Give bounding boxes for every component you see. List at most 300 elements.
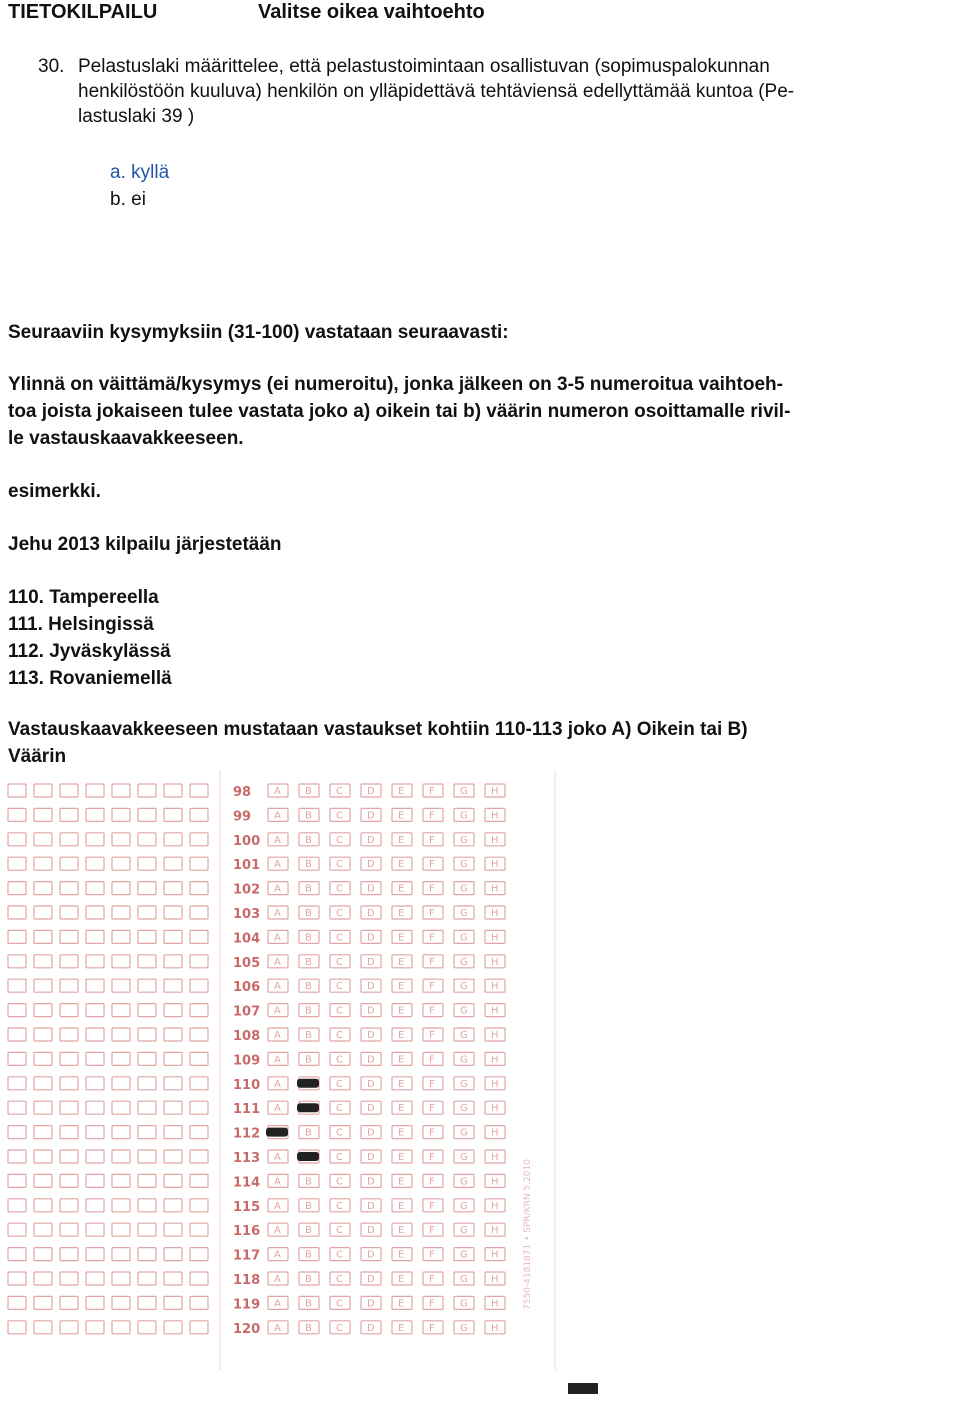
left-answer-box bbox=[34, 930, 52, 943]
answer-box-letter: G bbox=[460, 1127, 468, 1139]
left-answer-box bbox=[86, 857, 104, 870]
answer-box-letter: A bbox=[274, 1225, 281, 1237]
answer-box-letter: B bbox=[305, 859, 312, 871]
filled-answer-mark bbox=[297, 1103, 319, 1112]
left-answer-box bbox=[190, 1248, 208, 1261]
answer-box-letter: B bbox=[305, 981, 312, 993]
sheet-side-code bbox=[523, 1159, 533, 1310]
left-answer-box bbox=[112, 1077, 130, 1090]
left-answer-box bbox=[164, 1272, 182, 1285]
answer-box-letter: H bbox=[491, 786, 499, 797]
answer-box-letter: D bbox=[367, 786, 375, 797]
header-left: TIETOKILPAILU bbox=[8, 1, 158, 23]
answer-box-letter: G bbox=[460, 859, 468, 871]
left-answer-box bbox=[138, 882, 156, 895]
answer-box-letter: A bbox=[274, 932, 281, 944]
left-answer-box bbox=[8, 882, 26, 895]
answer-box-letter: F bbox=[429, 859, 435, 871]
header-right: Valitse oikea vaihtoehto bbox=[258, 1, 485, 23]
answer-box-letter: C bbox=[336, 1127, 343, 1139]
answer-box-letter: D bbox=[367, 810, 375, 822]
left-answer-box bbox=[138, 1101, 156, 1114]
left-answer-box bbox=[112, 906, 130, 919]
left-answer-box bbox=[112, 882, 130, 895]
left-answer-box bbox=[60, 1126, 78, 1139]
left-answer-box bbox=[34, 1052, 52, 1065]
answer-box-letter: D bbox=[367, 859, 375, 871]
answer-box-letter: H bbox=[491, 1225, 499, 1237]
left-answer-box bbox=[86, 906, 104, 919]
left-answer-box bbox=[60, 1004, 78, 1017]
answer-box-letter: F bbox=[429, 1127, 435, 1139]
answer-box-letter: G bbox=[460, 810, 468, 822]
answer-box-letter: E bbox=[398, 1005, 405, 1017]
left-answer-box bbox=[112, 1199, 130, 1212]
answer-box-letter: F bbox=[429, 932, 435, 944]
left-answer-box bbox=[60, 1052, 78, 1065]
left-answer-box bbox=[34, 1101, 52, 1114]
answer-box-letter: E bbox=[398, 908, 405, 919]
answer-box-letter: H bbox=[491, 1249, 499, 1261]
left-answer-box bbox=[8, 906, 26, 919]
answer-box-letter: E bbox=[398, 1078, 405, 1090]
answer-box-letter: C bbox=[336, 859, 343, 871]
answer-box-letter: E bbox=[398, 1274, 405, 1285]
answer-box-letter: D bbox=[367, 1249, 375, 1261]
left-answer-box bbox=[190, 1272, 208, 1285]
answer-box-letter: C bbox=[336, 1274, 343, 1285]
answer-box-letter: A bbox=[274, 1005, 281, 1017]
answer-row-number: 103 bbox=[233, 907, 261, 922]
left-answer-box bbox=[8, 833, 26, 846]
left-answer-box bbox=[190, 1052, 208, 1065]
answer-box-letter: C bbox=[336, 932, 343, 944]
left-answer-box bbox=[34, 1028, 52, 1041]
answer-box-letter: F bbox=[429, 834, 435, 846]
answer-box-letter: H bbox=[491, 908, 499, 919]
left-answer-box bbox=[138, 1126, 156, 1139]
answer-box-letter: D bbox=[367, 1078, 375, 1090]
answer-box-letter: D bbox=[367, 1127, 375, 1139]
left-answer-box bbox=[138, 784, 156, 797]
left-answer-box bbox=[86, 1272, 104, 1285]
answer-box-letter: A bbox=[274, 1298, 281, 1310]
left-answer-box bbox=[190, 1199, 208, 1212]
left-answer-box bbox=[112, 1272, 130, 1285]
answer-box-letter: C bbox=[336, 1176, 343, 1188]
left-answer-box bbox=[8, 1004, 26, 1017]
left-answer-box bbox=[60, 1296, 78, 1309]
answer-box-letter: C bbox=[336, 834, 343, 846]
left-answer-box bbox=[86, 1077, 104, 1090]
answer-box-letter: E bbox=[398, 956, 405, 968]
left-answer-box bbox=[34, 1004, 52, 1017]
answer-box-letter: G bbox=[460, 956, 468, 968]
answer-row-number: 109 bbox=[233, 1053, 261, 1069]
left-answer-box bbox=[34, 1223, 52, 1236]
option-a[interactable] bbox=[110, 162, 169, 184]
left-answer-box bbox=[34, 1126, 52, 1139]
answer-row-number: 107 bbox=[233, 1004, 261, 1020]
left-answer-box bbox=[60, 1101, 78, 1114]
left-answer-box bbox=[138, 1174, 156, 1187]
left-answer-box bbox=[164, 882, 182, 895]
answer-box-letter: D bbox=[367, 834, 375, 846]
example-question: Jehu 2013 kilpailu järjestetään bbox=[8, 534, 282, 555]
answer-box-letter: B bbox=[305, 1054, 312, 1066]
left-answer-box bbox=[138, 1272, 156, 1285]
answer-box-letter: B bbox=[305, 1127, 312, 1139]
answer-box-letter: E bbox=[398, 1200, 405, 1212]
answer-box-letter: C bbox=[336, 786, 343, 797]
left-answer-box bbox=[112, 857, 130, 870]
answer-box-letter: E bbox=[398, 932, 405, 944]
answer-box-letter: D bbox=[367, 1225, 375, 1237]
left-answer-box bbox=[34, 808, 52, 821]
left-answer-box bbox=[60, 1321, 78, 1334]
left-answer-box bbox=[8, 1272, 26, 1285]
left-answer-box bbox=[60, 857, 78, 870]
answer-box-letter: C bbox=[336, 1103, 343, 1115]
answer-box-letter: C bbox=[336, 1225, 343, 1237]
left-answer-box bbox=[190, 1004, 208, 1017]
left-answer-box bbox=[164, 857, 182, 870]
left-column-boxes bbox=[8, 784, 208, 1334]
answer-box-letter: C bbox=[336, 956, 343, 968]
left-answer-box bbox=[34, 1296, 52, 1309]
question-line: Pelastuslaki määrittelee, että pelastustoimintaan osallistuvan (sopimuspalokunnan bbox=[78, 56, 770, 77]
left-answer-box bbox=[34, 1077, 52, 1090]
left-answer-box bbox=[112, 1248, 130, 1261]
answer-row-number: 114 bbox=[233, 1175, 261, 1191]
answer-box-letter: G bbox=[460, 1274, 468, 1285]
left-answer-box bbox=[60, 833, 78, 846]
answer-box-letter: E bbox=[398, 981, 405, 993]
answer-box-letter: G bbox=[460, 1200, 468, 1212]
answer-box-letter: F bbox=[429, 1225, 435, 1237]
answer-sheet-svg bbox=[0, 770, 560, 1400]
answer-box-letter: D bbox=[367, 1298, 375, 1310]
answer-box-letter: H bbox=[491, 932, 499, 944]
left-answer-box bbox=[86, 955, 104, 968]
left-answer-box bbox=[34, 1199, 52, 1212]
instructions-line: le vastauskaavakkeeseen. bbox=[8, 428, 244, 449]
answer-box-letter: H bbox=[491, 883, 499, 895]
answer-box-letter: E bbox=[398, 1322, 405, 1334]
left-answer-box bbox=[60, 1248, 78, 1261]
answer-box-letter: E bbox=[398, 1127, 405, 1139]
example-options bbox=[8, 584, 172, 692]
question-number: 30. bbox=[38, 56, 65, 77]
answer-box-letter: H bbox=[491, 1322, 499, 1334]
left-answer-box bbox=[60, 1223, 78, 1236]
answer-box-letter: H bbox=[491, 1152, 499, 1163]
answer-row-number: 104 bbox=[233, 931, 261, 947]
answer-box-letter: G bbox=[460, 834, 468, 846]
answer-box-letter: A bbox=[274, 956, 281, 968]
answer-box-letter: E bbox=[398, 1152, 405, 1163]
answer-box-letter: B bbox=[305, 1005, 312, 1017]
answer-box-letter: B bbox=[305, 1176, 312, 1188]
answer-row-number: 113 bbox=[233, 1151, 261, 1166]
answer-row-number: 106 bbox=[233, 980, 261, 996]
example-label: esimerkki. bbox=[8, 481, 101, 502]
answer-box-letter: A bbox=[274, 1200, 281, 1212]
left-answer-box bbox=[164, 833, 182, 846]
example-option: 113. Rovaniemellä bbox=[8, 668, 172, 689]
left-answer-box bbox=[164, 1052, 182, 1065]
left-answer-box bbox=[138, 1296, 156, 1309]
left-answer-box bbox=[8, 1223, 26, 1236]
answer-box-letter: C bbox=[336, 1005, 343, 1017]
left-answer-box bbox=[34, 979, 52, 992]
left-answer-box bbox=[138, 1052, 156, 1065]
left-answer-box bbox=[164, 955, 182, 968]
answer-box-letter: F bbox=[429, 1152, 435, 1163]
answer-box-letter: G bbox=[460, 1103, 468, 1115]
answer-row-number: 116 bbox=[233, 1224, 261, 1240]
instructions-line: toa joista jokaiseen tulee vastata joko a) oikein tai b) väärin numeron osoittamalle rivil- bbox=[8, 401, 791, 422]
answer-box-letter: A bbox=[274, 1103, 281, 1115]
answer-box-letter: D bbox=[367, 1054, 375, 1066]
left-answer-box bbox=[112, 808, 130, 821]
left-answer-box bbox=[138, 955, 156, 968]
question-line: lastuslaki 39 ) bbox=[78, 106, 195, 127]
answer-box-letter: E bbox=[398, 834, 405, 846]
answer-box-letter: A bbox=[274, 1030, 281, 1041]
left-answer-box bbox=[86, 1223, 104, 1236]
left-answer-box bbox=[86, 882, 104, 895]
final-note bbox=[8, 716, 953, 770]
left-answer-box bbox=[86, 930, 104, 943]
answer-box-letter: G bbox=[460, 1322, 468, 1334]
left-answer-box bbox=[86, 784, 104, 797]
left-answer-box bbox=[112, 1101, 130, 1114]
answer-box-letter: B bbox=[305, 883, 312, 895]
answer-box-letter: G bbox=[460, 1078, 468, 1090]
answer-box-letter: A bbox=[274, 883, 281, 895]
answer-box-letter: C bbox=[336, 1322, 343, 1334]
answer-box-letter: H bbox=[491, 1103, 499, 1115]
left-answer-box bbox=[8, 1077, 26, 1090]
left-answer-box bbox=[60, 784, 78, 797]
answer-box-letter: F bbox=[429, 1176, 435, 1188]
left-answer-box bbox=[112, 930, 130, 943]
left-answer-box bbox=[86, 1248, 104, 1261]
answer-box-letter: C bbox=[336, 1249, 343, 1261]
answer-box-letter: G bbox=[460, 1298, 468, 1310]
instructions-paragraph bbox=[8, 371, 953, 452]
left-answer-box bbox=[112, 955, 130, 968]
left-answer-box bbox=[8, 1321, 26, 1334]
left-answer-box bbox=[190, 1101, 208, 1114]
answer-box-letter: A bbox=[274, 908, 281, 919]
left-answer-box bbox=[60, 955, 78, 968]
answer-box-letter: G bbox=[460, 1054, 468, 1066]
option-b[interactable] bbox=[110, 189, 146, 211]
left-answer-box bbox=[164, 1223, 182, 1236]
answer-row-number: 99 bbox=[233, 809, 252, 825]
answer-box-letter: D bbox=[367, 883, 375, 895]
left-answer-box bbox=[112, 1223, 130, 1236]
left-answer-box bbox=[138, 979, 156, 992]
left-answer-box bbox=[34, 1174, 52, 1187]
left-answer-box bbox=[8, 1199, 26, 1212]
left-answer-box bbox=[86, 1101, 104, 1114]
answer-box-letter: E bbox=[398, 1249, 405, 1261]
left-answer-box bbox=[8, 1174, 26, 1187]
answer-box-letter: D bbox=[367, 932, 375, 944]
left-answer-box bbox=[112, 1150, 130, 1163]
answer-box-letter: A bbox=[274, 981, 281, 993]
answer-row-number: 117 bbox=[233, 1248, 261, 1264]
answer-box-letter: E bbox=[398, 1030, 405, 1041]
answer-box-letter: E bbox=[398, 883, 405, 895]
answer-box-letter: A bbox=[274, 1152, 281, 1163]
left-answer-box bbox=[190, 882, 208, 895]
left-answer-box bbox=[138, 833, 156, 846]
answer-box-letter: H bbox=[491, 834, 499, 846]
left-answer-box bbox=[60, 979, 78, 992]
left-answer-box bbox=[138, 808, 156, 821]
answer-box-letter: G bbox=[460, 932, 468, 944]
answer-box-letter: F bbox=[429, 1298, 435, 1310]
answer-box-letter: A bbox=[274, 1322, 281, 1334]
answer-box-letter: C bbox=[336, 1200, 343, 1212]
answer-box-letter: E bbox=[398, 1103, 405, 1115]
answer-box-letter: A bbox=[274, 1176, 281, 1188]
left-answer-box bbox=[138, 1199, 156, 1212]
question-line: henkilöstöön kuuluva) henkilön on ylläpidettävä tehtäviensä edellyttämää kuntoa (Pe- bbox=[78, 81, 795, 102]
left-answer-box bbox=[164, 1101, 182, 1114]
left-answer-box bbox=[138, 930, 156, 943]
left-answer-box bbox=[8, 1028, 26, 1041]
answer-box-letter: A bbox=[274, 1054, 281, 1066]
answer-box-letter: E bbox=[398, 1176, 405, 1188]
left-answer-box bbox=[190, 1126, 208, 1139]
answer-box-letter: B bbox=[305, 1298, 312, 1310]
answer-box-letter: A bbox=[274, 1249, 281, 1261]
answer-box-letter: C bbox=[336, 1030, 343, 1041]
answer-box-letter: F bbox=[429, 1054, 435, 1066]
answer-box-letter: B bbox=[305, 810, 312, 822]
left-answer-box bbox=[164, 1199, 182, 1212]
answer-box-letter: C bbox=[336, 1152, 343, 1163]
answer-row-number: 115 bbox=[233, 1199, 261, 1215]
answer-box-letter: A bbox=[274, 1078, 281, 1090]
left-answer-box bbox=[164, 906, 182, 919]
filled-answer-mark bbox=[297, 1152, 319, 1161]
answer-sheet-image bbox=[0, 770, 560, 1400]
answer-box-letter: B bbox=[305, 908, 312, 919]
answer-row-number: 111 bbox=[233, 1102, 261, 1118]
left-answer-box bbox=[86, 1150, 104, 1163]
answer-box-letter: H bbox=[491, 1200, 499, 1212]
answer-row-number: 105 bbox=[233, 955, 261, 971]
answer-box-letter: D bbox=[367, 1200, 375, 1212]
answer-box-letter: B bbox=[305, 834, 312, 846]
answer-box-letter: H bbox=[491, 1298, 499, 1310]
answer-box-letter: H bbox=[491, 1274, 499, 1285]
answer-box-letter: F bbox=[429, 1030, 435, 1041]
answer-box-letter: D bbox=[367, 956, 375, 968]
left-answer-box bbox=[112, 833, 130, 846]
left-answer-box bbox=[112, 1052, 130, 1065]
left-answer-box bbox=[60, 808, 78, 821]
answer-box-letter: F bbox=[429, 1249, 435, 1261]
answer-box-letter: B bbox=[305, 1249, 312, 1261]
left-answer-box bbox=[112, 1174, 130, 1187]
left-answer-box bbox=[190, 906, 208, 919]
left-answer-box bbox=[86, 1004, 104, 1017]
left-answer-box bbox=[112, 1296, 130, 1309]
left-answer-box bbox=[60, 906, 78, 919]
left-answer-box bbox=[86, 1199, 104, 1212]
answer-box-letter: F bbox=[429, 786, 435, 797]
answer-box-letter: D bbox=[367, 908, 375, 919]
answer-box-letter: D bbox=[367, 981, 375, 993]
final-note-line: Vastauskaavakkeeseen mustataan vastaukset kohtiin 110-113 joko A) Oikein tai B) bbox=[8, 719, 748, 740]
option-b-text: ei bbox=[131, 189, 146, 210]
instructions-heading: Seuraaviin kysymyksiin (31-100) vastataan seuraavasti: bbox=[8, 322, 509, 343]
left-answer-box bbox=[164, 1296, 182, 1309]
left-answer-box bbox=[34, 857, 52, 870]
right-column-rows bbox=[233, 784, 505, 1337]
left-answer-box bbox=[8, 1126, 26, 1139]
answer-box-letter: F bbox=[429, 1200, 435, 1212]
left-answer-box bbox=[190, 808, 208, 821]
left-answer-box bbox=[190, 979, 208, 992]
answer-box-letter: B bbox=[305, 1322, 312, 1334]
answer-box-letter: B bbox=[305, 932, 312, 944]
answer-box-letter: D bbox=[367, 1152, 375, 1163]
answer-box-letter: F bbox=[429, 883, 435, 895]
left-answer-box bbox=[8, 955, 26, 968]
left-answer-box bbox=[8, 979, 26, 992]
answer-row-number: 112 bbox=[233, 1126, 261, 1142]
left-answer-box bbox=[8, 1296, 26, 1309]
left-answer-box bbox=[86, 1174, 104, 1187]
answer-box-letter: F bbox=[429, 1078, 435, 1090]
left-answer-box bbox=[112, 979, 130, 992]
left-answer-box bbox=[60, 1077, 78, 1090]
left-answer-box bbox=[138, 1321, 156, 1334]
answer-box-letter: D bbox=[367, 1005, 375, 1017]
answer-box-letter: F bbox=[429, 981, 435, 993]
left-answer-box bbox=[8, 857, 26, 870]
left-answer-box bbox=[190, 1321, 208, 1334]
example-option: 110. Tampereella bbox=[8, 587, 159, 608]
left-answer-box bbox=[190, 857, 208, 870]
left-answer-box bbox=[8, 808, 26, 821]
left-answer-box bbox=[86, 1296, 104, 1309]
left-answer-box bbox=[164, 1028, 182, 1041]
left-answer-box bbox=[164, 930, 182, 943]
left-answer-box bbox=[34, 1272, 52, 1285]
answer-box-letter: D bbox=[367, 1322, 375, 1334]
answer-box-letter: C bbox=[336, 908, 343, 919]
left-answer-box bbox=[138, 906, 156, 919]
answer-box-letter: B bbox=[305, 956, 312, 968]
answer-box-letter: A bbox=[274, 859, 281, 871]
left-answer-box bbox=[138, 857, 156, 870]
registration-mark bbox=[568, 1383, 598, 1394]
left-answer-box bbox=[138, 1077, 156, 1090]
answer-box-letter: B bbox=[305, 1274, 312, 1285]
left-answer-box bbox=[8, 930, 26, 943]
left-answer-box bbox=[86, 808, 104, 821]
answer-box-letter: D bbox=[367, 1030, 375, 1041]
